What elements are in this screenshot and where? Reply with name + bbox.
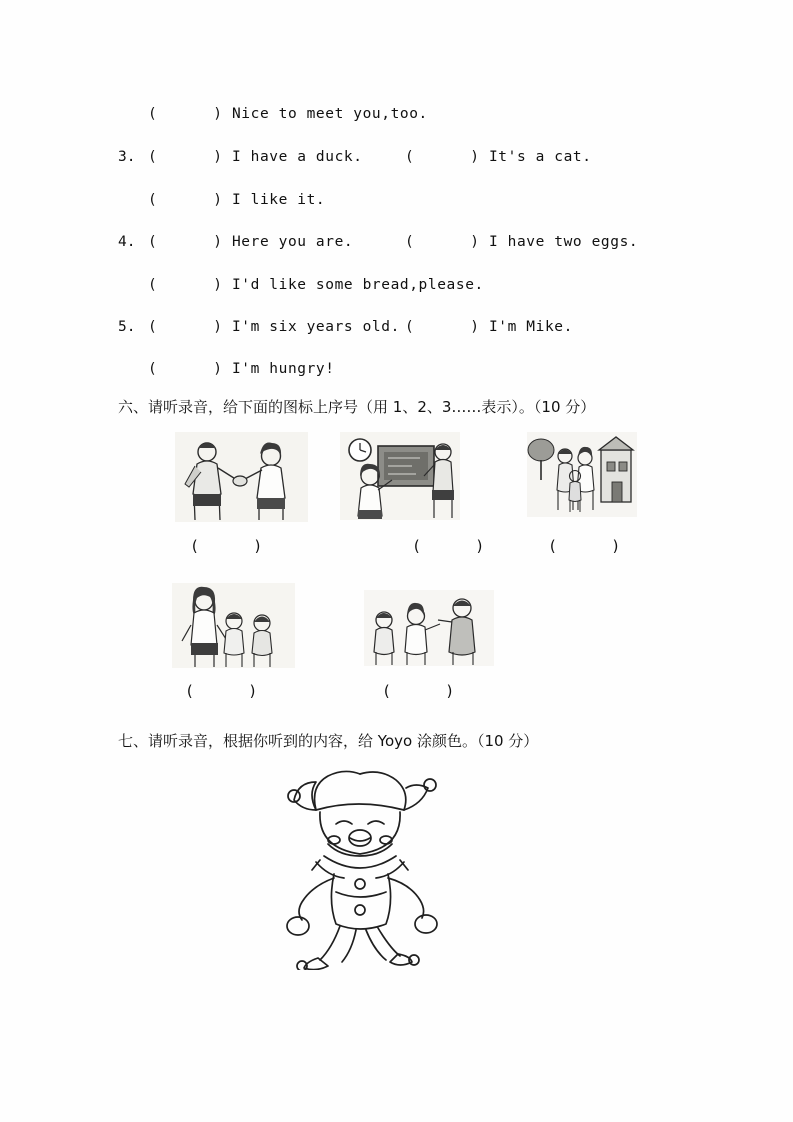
question-number-5: 5.: [118, 319, 136, 335]
section-heading-six: 六、请听录音，给下面的图标上序号（用 1、2、3……表示）。（10 分）: [118, 398, 596, 416]
question-number-4: 4.: [118, 234, 136, 250]
question-line-id-like-some-bread: ( ) I'd like some bread,please.: [148, 277, 484, 293]
question-line-nice-to-meet-you: ( ) Nice to meet you,too.: [148, 106, 428, 122]
question-line-here-you-are: ( ) Here you are.: [148, 234, 354, 250]
question-line-its-a-cat: ( ) It's a cat.: [405, 149, 592, 165]
picture-three-children-talking: [364, 590, 494, 666]
picture-clown-yoyo: [258, 752, 468, 970]
question-line-im-hungry: ( ) I'm hungry!: [148, 361, 335, 377]
picture-handshake-two-people: [175, 432, 308, 522]
question-line-im-mike: ( ) I'm Mike.: [405, 319, 573, 335]
answer-bracket-1[interactable]: ( ): [190, 537, 263, 555]
picture-family-outdoors-house: [527, 432, 637, 517]
question-line-i-have-a-duck: ( ) I have a duck.: [148, 149, 363, 165]
answer-bracket-3[interactable]: ( ): [548, 537, 621, 555]
answer-bracket-4[interactable]: ( ): [185, 682, 258, 700]
picture-mother-with-two-children: [172, 583, 295, 668]
question-line-i-like-it: ( ) I like it.: [148, 192, 326, 208]
section-heading-seven: 七、请听录音，根据你听到的内容，给 Yoyo 涂颜色。（10 分）: [118, 732, 539, 750]
question-number-3: 3.: [118, 149, 136, 165]
question-line-im-six-years-old: ( ) I'm six years old.: [148, 319, 400, 335]
question-line-i-have-two-eggs: ( ) I have two eggs.: [405, 234, 639, 250]
answer-bracket-2[interactable]: ( ): [412, 537, 485, 555]
answer-bracket-5[interactable]: ( ): [382, 682, 455, 700]
picture-clock-blackboard-classroom: [340, 432, 460, 520]
